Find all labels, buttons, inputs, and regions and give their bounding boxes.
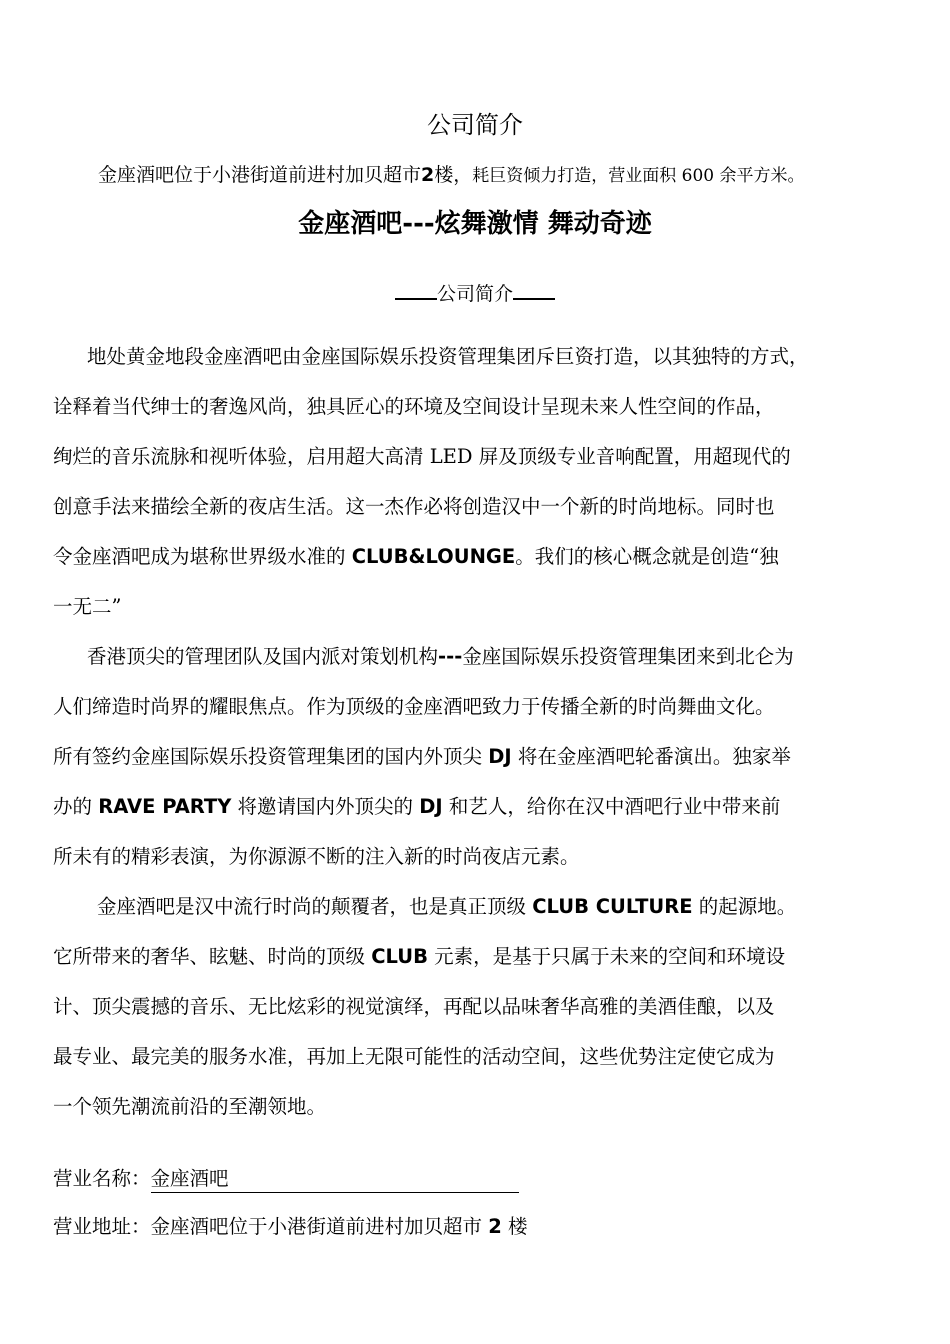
p2-line-1a: 香港顶尖的管理团队及国内派对策划机构 — [87, 645, 439, 668]
left-underline-rule — [395, 294, 437, 300]
p1-line-6: 一无二” — [53, 595, 122, 618]
business-name-value: 金座酒吧 — [151, 1166, 519, 1193]
p3-line-3: 计、顶尖震撼的音乐、无比炫彩的视觉演绎，再配以品味奢华高雅的美酒佳酿，以及 — [53, 995, 775, 1018]
business-name-label: 营业名称： — [53, 1167, 151, 1190]
p3-line-2a: 它所带来的奢华、眩魅、时尚的顶级 — [53, 945, 372, 968]
slogan-heading: 金座酒吧---炫舞激情 舞动奇迹 — [298, 209, 652, 239]
business-address-value-b: 楼 — [501, 1215, 528, 1238]
p3-line-5: 一个领先潮流前沿的至潮领地。 — [53, 1095, 327, 1118]
club-term: CLUB — [371, 945, 428, 968]
dj-term: DJ — [488, 745, 512, 768]
p2-line-3 — [53, 732, 905, 782]
p2-line-3c: 将在金座酒吧轮番演出。独家举 — [511, 745, 791, 768]
p2-line-5: 所未有的精彩表演，为你源源不断的注入新的时尚夜店元素。 — [53, 845, 580, 868]
intro-floor: 2 — [421, 164, 435, 186]
p3-line-1a: 金座酒吧是汉中流行时尚的颠覆者，也是真正顶级 — [97, 895, 533, 918]
p2-line-4e: 和艺人，给你在汉中酒吧行业中带来前 — [442, 795, 781, 818]
p2-line-3a: 所有签约金座国际娱乐投资管理集团的国内外顶尖 — [53, 745, 489, 768]
p2-dashes: --- — [438, 645, 463, 668]
page-title: 公司简介 — [427, 111, 523, 139]
company-description — [53, 332, 905, 1132]
club-culture-term: CLUB CULTURE — [532, 895, 693, 918]
section-subheading — [0, 278, 950, 310]
business-address-row — [53, 1210, 528, 1244]
intro-part2: 楼， — [434, 164, 473, 186]
p2-line-4a: 办的 — [53, 795, 99, 818]
business-address-floor: 2 — [488, 1215, 502, 1238]
business-name-row — [53, 1162, 519, 1196]
p2-line-1c: 金座国际娱乐投资管理集团来到北仑为 — [462, 645, 794, 668]
p1-line-2: 诠释着当代绅士的奢逸风尚，独具匠心的环境及空间设计呈现未来人性空间的作品， — [53, 395, 775, 418]
p1-line-5 — [53, 532, 905, 582]
dj-term-2: DJ — [419, 795, 443, 818]
intro-line — [98, 158, 938, 193]
p3-line-4: 最专业、最完美的服务水准，再加上无限可能性的活动空间，这些优势注定使它成为 — [53, 1045, 775, 1068]
p2-line-2: 人们缔造时尚界的耀眼焦点。作为顶级的金座酒吧致力于传播全新的时尚舞曲文化。 — [53, 695, 775, 718]
p3-line-1c: 的起源地。 — [692, 895, 797, 918]
p3-line-2 — [53, 932, 905, 982]
p3-line-1 — [53, 882, 905, 932]
p1-line-5c: 。我们的核心概念就是创造“独 — [515, 545, 779, 568]
club-lounge-term: CLUB&LOUNGE — [351, 545, 516, 568]
p1-line-1: 地处黄金地段金座酒吧由金座国际娱乐投资管理集团斥巨资打造，以其独特的方式， — [87, 345, 809, 368]
business-address-label: 营业地址： — [53, 1215, 151, 1238]
p2-line-1 — [53, 632, 905, 682]
p3-line-2c: 元素，是基于只属于未来的空间和环境设 — [427, 945, 786, 968]
p2-line-4 — [53, 782, 905, 832]
p1-line-4: 创意手法来描绘全新的夜店生活。这一杰作必将创造汉中一个新的时尚地标。同时也 — [53, 495, 775, 518]
p1-line-5a: 令金座酒吧成为堪称世界级水准的 — [53, 545, 352, 568]
intro-part3: 耗巨资倾力打造，营业面积 600 余平方米。 — [472, 166, 805, 186]
subheading-text: 公司简介 — [436, 283, 513, 305]
p2-line-4c: 将邀请国内外顶尖的 — [231, 795, 420, 818]
right-underline-rule — [513, 294, 555, 300]
business-address-value-a: 金座酒吧位于小港街道前进村加贝超市 — [150, 1215, 489, 1238]
intro-part1: 金座酒吧位于小港街道前进村加贝超市 — [98, 164, 422, 186]
p1-line-3: 绚烂的音乐流脉和视听体验，启用超大高清 LED 屏及顶级专业音响配置，用超现代的 — [53, 445, 791, 468]
rave-party-term: RAVE PARTY — [98, 795, 232, 818]
